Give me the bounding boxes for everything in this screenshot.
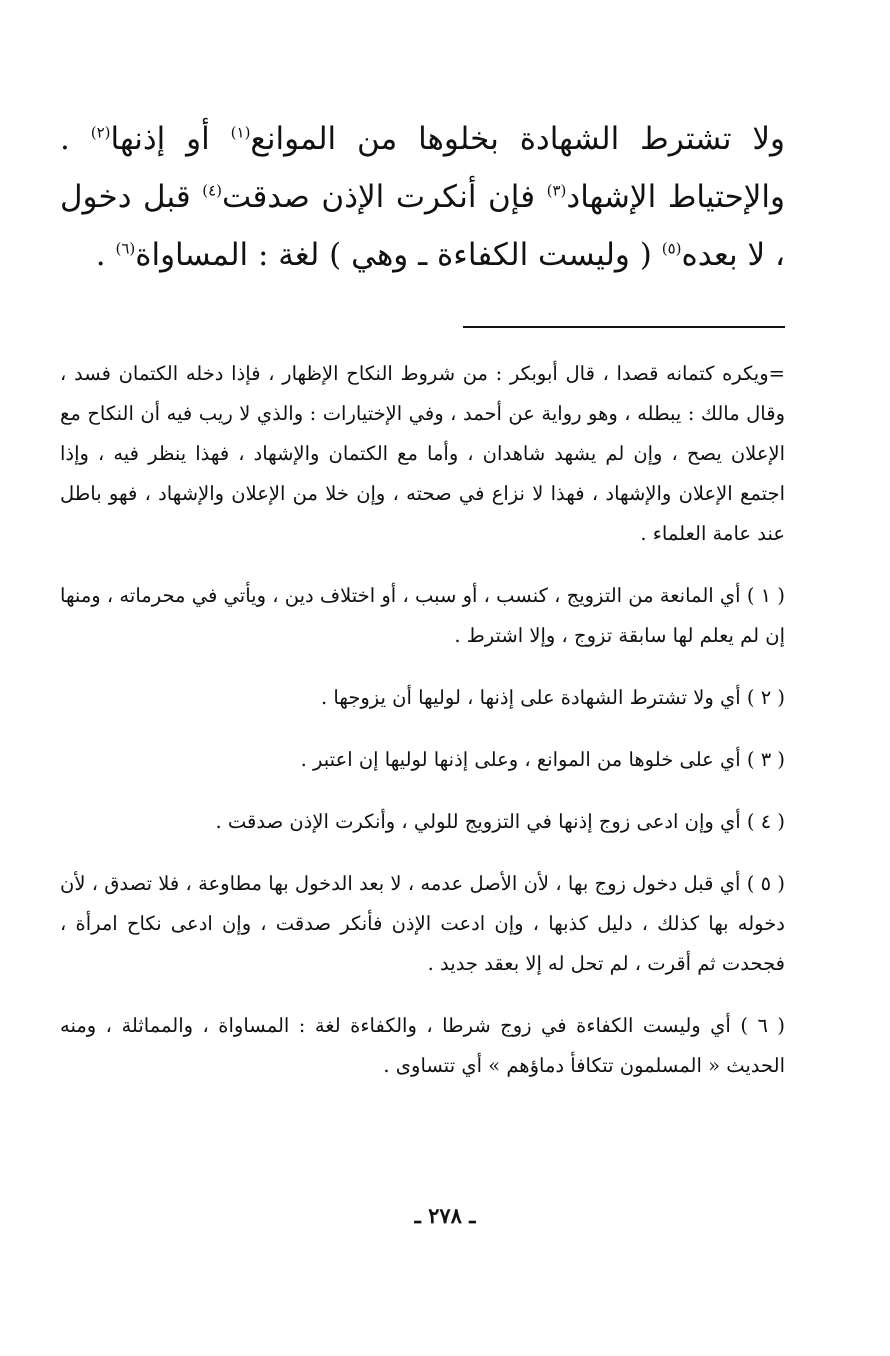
main-text-segment: ولا تشترط الشهادة بخلوها من الموانع [250, 121, 785, 157]
footnote-2 [60, 678, 785, 718]
footnote-1 [60, 576, 785, 656]
footnote-4 [60, 802, 785, 842]
footnote-label: ( ٢ ) [746, 686, 785, 709]
footnote-ref: (٤) [202, 181, 223, 200]
footnote-label: ( ١ ) [746, 584, 785, 607]
main-text-segment: . [95, 237, 116, 273]
footnote-text: أي ولا تشترط الشهادة على إذنها ، لوليها أن يزوجها . [321, 686, 741, 709]
footnote-label: ( ٤ ) [746, 810, 785, 833]
page-number: ـ ٢٧٨ ـ [414, 1203, 476, 1228]
footnote-text: أي وإن ادعى زوج إذنها في التزويج للولي ، وأنكرت الإذن صدقت . [215, 810, 741, 833]
page-body [60, 110, 785, 1108]
footnote-ref: (٦) [115, 239, 136, 258]
footnote-ref: (٥) [661, 239, 682, 258]
footnote-text: أي قبل دخول زوج بها ، لأن الأصل عدمه ، لا بعد الدخول بها مطاوعة ، فلا تصدق ، لأن دخوله بها كذلك ، دليل كذبها ، وإن ادعت الإذن فأنكر صدقت ، وإن ادعى نكاح امرأة ، فجحدت ثم أقرت ، لم تحل له إلا بعقد جديد . [60, 872, 785, 975]
footnote-5 [60, 864, 785, 984]
footnote-ref: (١) [230, 123, 251, 142]
footnote-text: أي وليست الكفاءة في زوج شرطا ، والكفاءة لغة : المساواة ، والمماثلة ، ومنه الحديث « المسلمون تتكافأ دماؤهم » أي تتساوى . [60, 1014, 785, 1077]
footnote-text: =ويكره كتمانه قصدا ، قال أبوبكر : من شروط النكاح الإظهار ، فإذا دخله الكتمان فسد ، وقال مالك : يبطله ، وهو رواية عن أحمد ، وفي الإختيارات : والذي لا ريب فيه أن النكاح مع الإعلان يصح ، وإن لم يشهد شاهدان ، وأما مع الكتمان والإشهاد ، فهذا ينظر فيه ، وإذا اجتمع الإعلان والإشهاد ، فهذا لا نزاع في صحته ، وإن خلا من الإعلان والإشهاد ، فهو باطل عند عامة العلماء . [60, 362, 785, 545]
main-text-segment: أو إذنها [110, 121, 231, 157]
footnote-label: ( ٣ ) [746, 748, 785, 771]
footnote-divider [463, 326, 785, 328]
footnote-3 [60, 740, 785, 780]
main-text-segment: . والإحتياط الإشهاد [60, 121, 785, 215]
main-text-segment: فإن أنكرت الإذن صدقت [222, 179, 547, 215]
footnote-label: ( ٦ ) [740, 1014, 786, 1037]
footnote-label: ( ٥ ) [746, 872, 785, 895]
main-text-segment: ( وليست الكفاءة ـ وهي ) لغة : المساواة [135, 237, 662, 273]
footnote-text: أي على خلوها من الموانع ، وعلى إذنها لوليها إن اعتبر . [300, 748, 741, 771]
footnote-ref: (٣) [546, 181, 567, 200]
footnote-continuation [60, 354, 785, 554]
footnote-text: أي المانعة من التزويج ، كنسب ، أو سبب ، أو اختلاف دين ، ويأتي في محرماته ، ومنها إن لم يعلم لها سابقة تزوج ، وإلا اشترط . [60, 584, 785, 647]
main-text-segment: قبل دخول ، لا بعده [60, 179, 785, 273]
footnote-ref: (٢) [90, 123, 111, 142]
main-text [60, 110, 785, 284]
footnote-6 [60, 1006, 785, 1086]
